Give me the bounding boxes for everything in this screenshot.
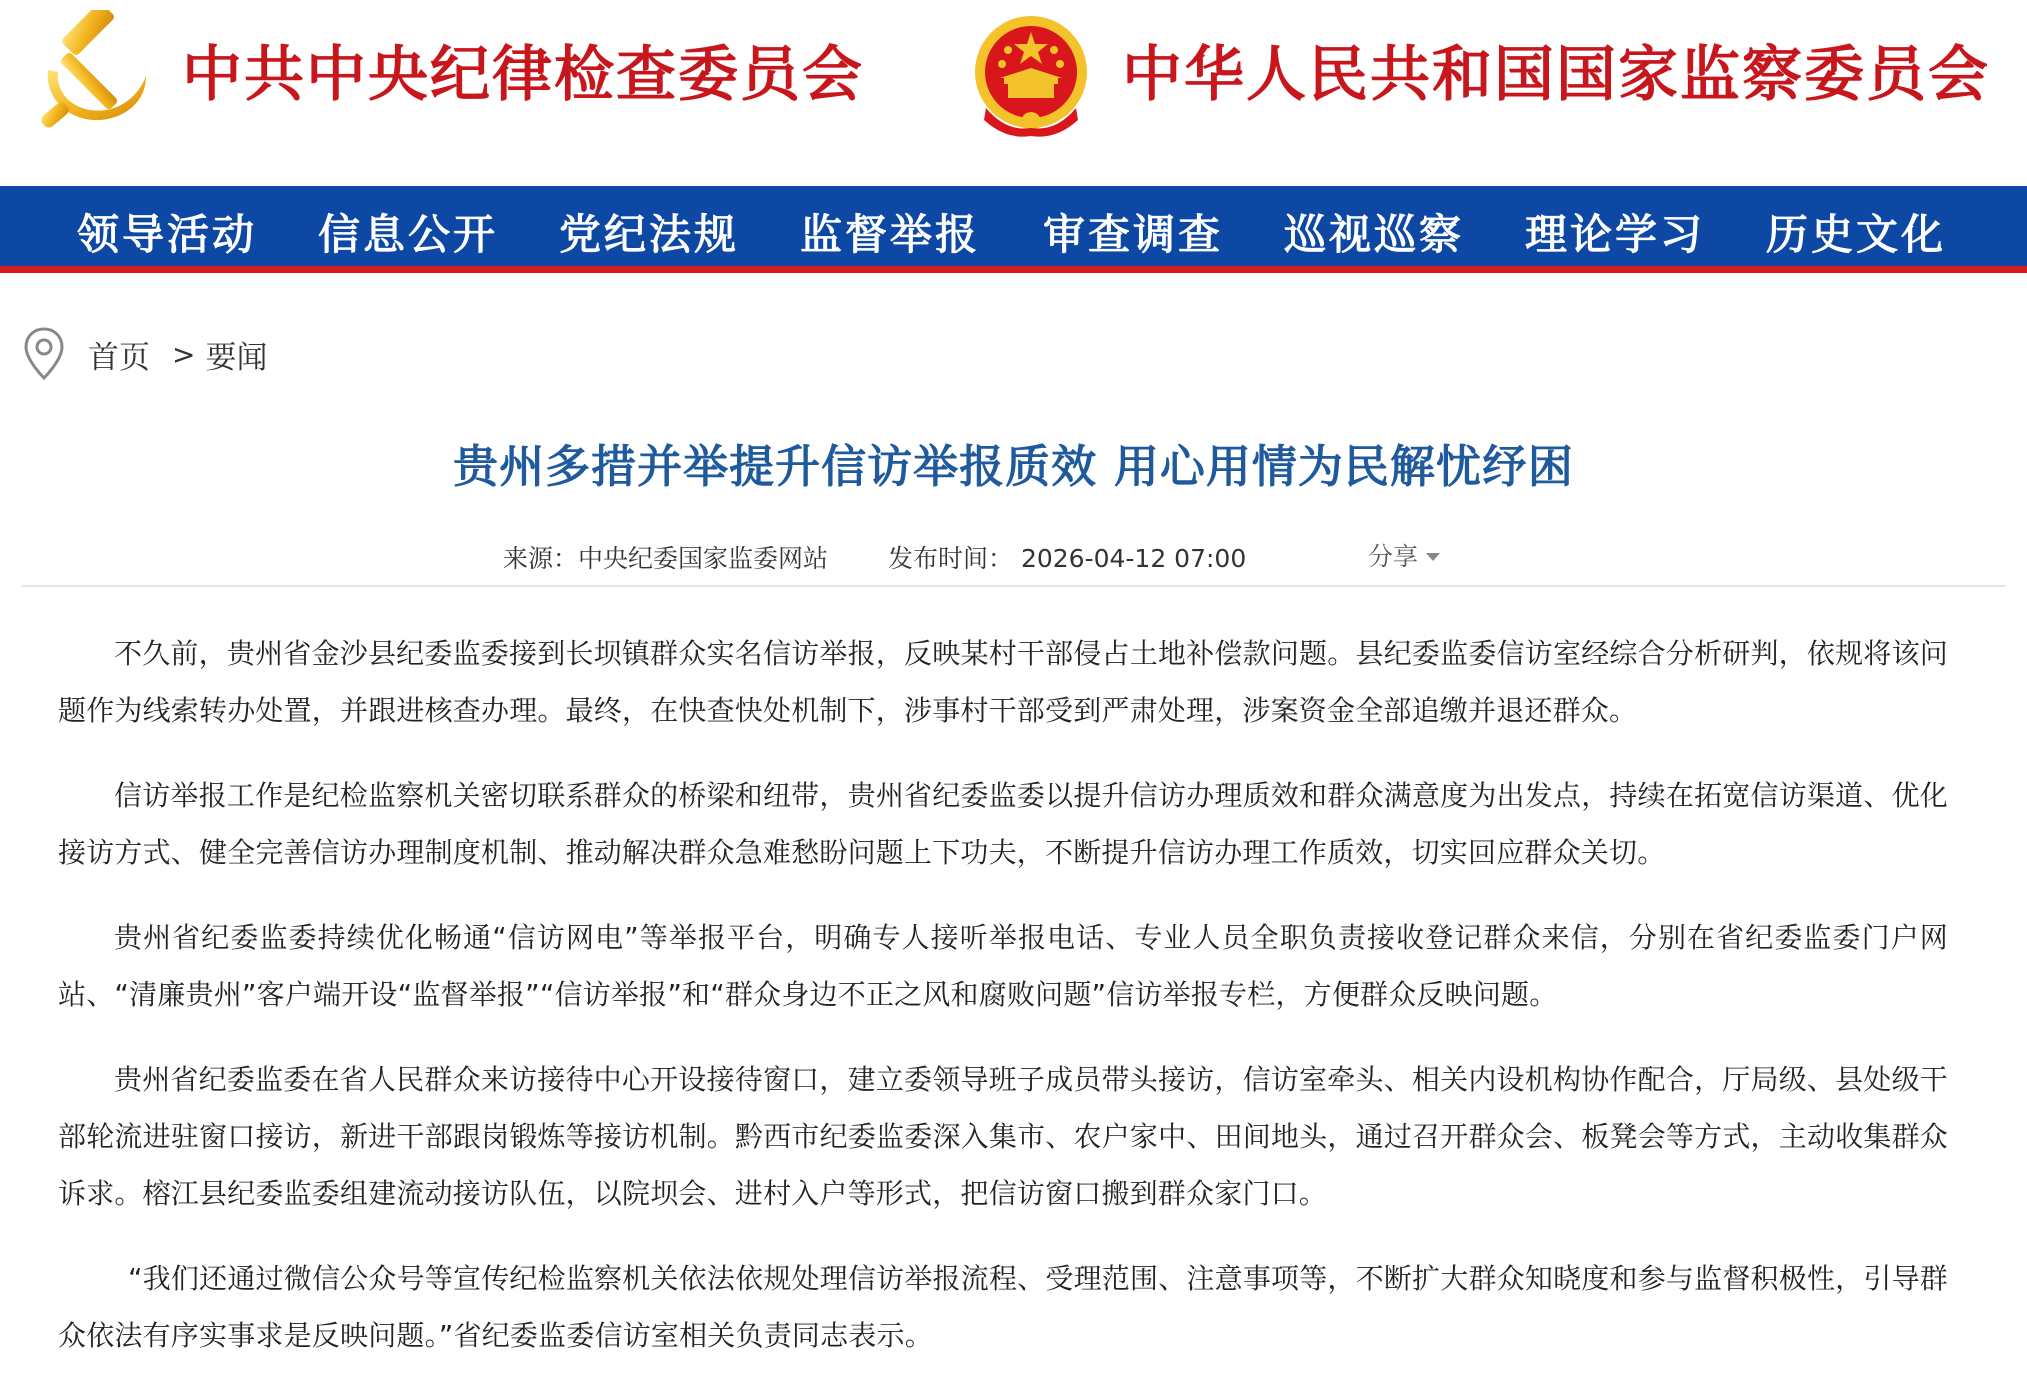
party-emblem-icon [26,10,156,140]
nav-item-inspection-tours[interactable]: 巡视巡察 [1284,210,1465,259]
article-meta [0,535,2027,575]
main-nav [0,186,2027,273]
article-paragraph: 贵州省纪委监委在省人民群众来访接待中心开设接待窗口，建立委领导班子成员带头接访，信访室牵头、相关内设机构协作配合，厅局级、县处级干部轮流进驻窗口接访，新进干部跟岗锻炼等接访机制。黔西市纪委监委深入集市、农户家中、田间地头，通过召开群众会、板凳会等方式，主动收集群众诉求。榕江县纪委监委组建流动接访队伍，以院坝会、进村入户等形式，把信访窗口搬到群众家门口。 [58,1063,1948,1210]
breadcrumb [22,326,267,382]
nav-item-theory-study[interactable]: 理论学习 [1525,210,1706,259]
header-banner [0,0,2027,186]
meta-divider [22,585,2005,587]
nav-item-party-regulations[interactable]: 党纪法规 [559,210,740,259]
article-paragraph: 不久前，贵州省金沙县纪委监委接到长坝镇群众实名信访举报，反映某村干部侵占土地补偿款问题。县纪委监委信访室经综合分析研判，依规将该问题作为线索转办处置，并跟进核查办理。最终，在快查快处机制下，涉事村干部受到严肃处理，涉案资金全部追缴并退还群众。 [58,637,1948,727]
article-paragraph: 贵州省纪委监委持续优化畅通“信访网电”等举报平台，明确专人接听举报电话、专业人员全职负责接收登记群众来信，分别在省纪委监委门户网站、“清廉贵州”客户端开设“监督举报”“信访举报”和“群众身边不正之风和腐败问题”信访举报专栏，方便群众反映问题。 [58,921,1948,1011]
breadcrumb-separator: > [172,337,196,371]
nsc-name: 中华人民共和国国家监察委员会 [1122,40,1990,110]
article-title: 贵州多措并举提升信访举报质效 用心用情为民解忧纾困 [453,440,1574,493]
share-button[interactable] [1368,537,1440,573]
chevron-down-icon [1426,553,1440,561]
article-publish-time: 发布时间： 2026-04-12 07:00 [888,544,1247,573]
nav-item-investigation[interactable]: 审查调查 [1043,210,1224,259]
location-pin-icon [22,326,66,382]
article-source: 来源：中央纪委国家监委网站 [503,544,829,573]
ccdi-brand[interactable] [26,10,864,140]
national-emblem-icon [966,10,1096,140]
article-body [58,625,1948,1377]
nav-item-info-disclosure[interactable]: 信息公开 [318,210,499,259]
nsc-brand[interactable] [966,10,1990,140]
article-paragraph: “我们还通过微信公众号等宣传纪检监察机关依法依规处理信访举报流程、受理范围、注意事项等，不断扩大群众知晓度和参与监督积极性，引导群众依法有序实事求是反映问题。”省纪委监委信访室相关负责同志表示。 [58,1262,1948,1352]
ccdi-name: 中共中央纪律检查委员会 [182,40,864,110]
article-paragraph: 信访举报工作是纪检监察机关密切联系群众的桥梁和纽带，贵州省纪委监委以提升信访办理质效和群众满意度为出发点，持续在拓宽信访渠道、优化接访方式、健全完善信访办理制度机制、推动解决群众急难愁盼问题上下功夫，不断提升信访办理工作质效，切实回应群众关切。 [58,779,1948,869]
nav-item-supervision-report[interactable]: 监督举报 [800,210,981,259]
nav-item-history-culture[interactable]: 历史文化 [1766,210,1947,259]
share-label: 分享 [1368,542,1419,571]
breadcrumb-home[interactable]: 首页 [88,339,150,376]
nav-item-leadership[interactable]: 领导活动 [77,210,258,259]
breadcrumb-current[interactable]: 要闻 [205,339,268,376]
